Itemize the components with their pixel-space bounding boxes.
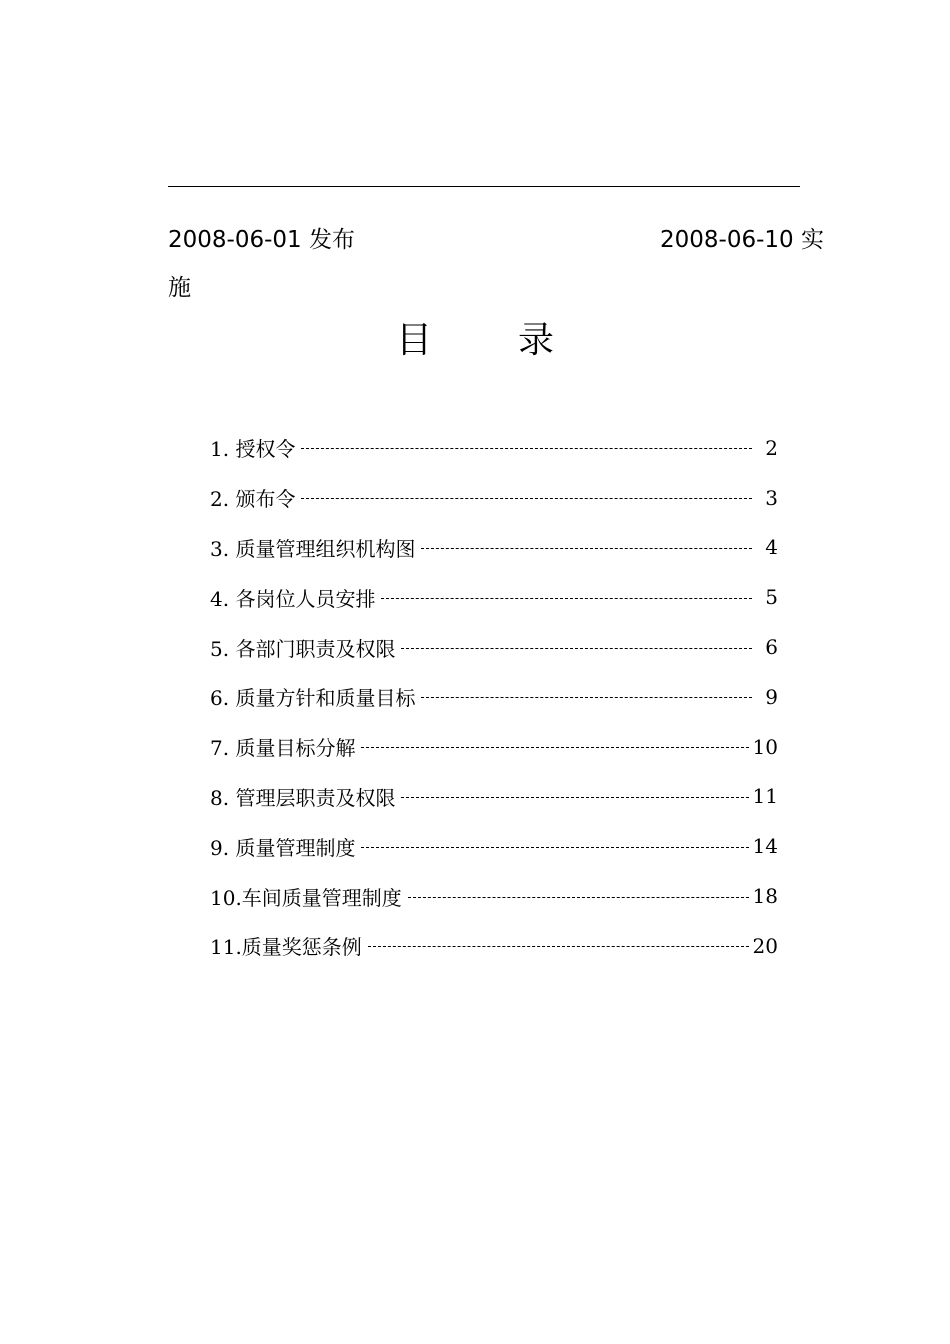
publish-date: 2008-06-01 发布 xyxy=(168,227,355,253)
toc-leader xyxy=(361,847,748,848)
top-divider xyxy=(168,186,800,187)
toc-leader xyxy=(401,648,752,649)
toc-item-page: 10 xyxy=(752,734,778,759)
toc-item-label: 10.车间质量管理制度 xyxy=(210,885,402,910)
toc-item-label: 2. 颁布令 xyxy=(210,487,296,512)
toc-item-page: 14 xyxy=(752,834,778,859)
toc-list xyxy=(210,423,778,971)
toc-item-label: 1. 授权令 xyxy=(210,437,296,462)
toc-item-page: 6 xyxy=(765,635,778,660)
toc-leader xyxy=(381,598,752,599)
toc-item-page: 20 xyxy=(752,933,778,958)
implement-date: 2008-06-10 实 xyxy=(660,227,824,253)
toc-leader xyxy=(421,548,752,549)
toc-item[interactable] xyxy=(210,772,778,822)
toc-title: 目录 xyxy=(395,320,640,361)
toc-item-page: 9 xyxy=(765,684,778,709)
toc-item-label: 3. 质量管理组织机构图 xyxy=(210,536,416,561)
toc-item[interactable] xyxy=(210,921,778,971)
toc-item-page: 5 xyxy=(765,585,778,610)
toc-item[interactable] xyxy=(210,672,778,722)
toc-item-page: 2 xyxy=(765,435,778,460)
toc-item[interactable] xyxy=(210,622,778,672)
toc-item-label: 8. 管理层职责及权限 xyxy=(210,785,396,810)
toc-item[interactable] xyxy=(210,473,778,523)
toc-leader xyxy=(401,797,748,798)
toc-leader xyxy=(368,946,749,947)
toc-item-page: 4 xyxy=(765,535,778,560)
implement-date-tail: 施 xyxy=(168,275,191,301)
toc-item[interactable] xyxy=(210,871,778,921)
toc-item[interactable] xyxy=(210,423,778,473)
toc-leader xyxy=(301,448,752,449)
toc-leader xyxy=(408,897,749,898)
toc-item-label: 7. 质量目标分解 xyxy=(210,736,356,761)
toc-leader xyxy=(421,697,752,698)
toc-item-label: 9. 质量管理制度 xyxy=(210,835,356,860)
toc-item-page: 3 xyxy=(765,485,778,510)
toc-item-label: 6. 质量方针和质量目标 xyxy=(210,686,416,711)
toc-item-label: 5. 各部门职责及权限 xyxy=(210,636,396,661)
toc-item-label: 11.质量奖惩条例 xyxy=(210,935,362,960)
toc-item[interactable] xyxy=(210,523,778,573)
toc-leader xyxy=(301,498,752,499)
toc-item-label: 4. 各岗位人员安排 xyxy=(210,586,376,611)
toc-item-page: 11 xyxy=(752,784,778,809)
toc-leader xyxy=(361,747,748,748)
toc-item[interactable] xyxy=(210,572,778,622)
toc-item[interactable] xyxy=(210,821,778,871)
toc-item[interactable] xyxy=(210,722,778,772)
toc-item-page: 18 xyxy=(752,884,778,909)
